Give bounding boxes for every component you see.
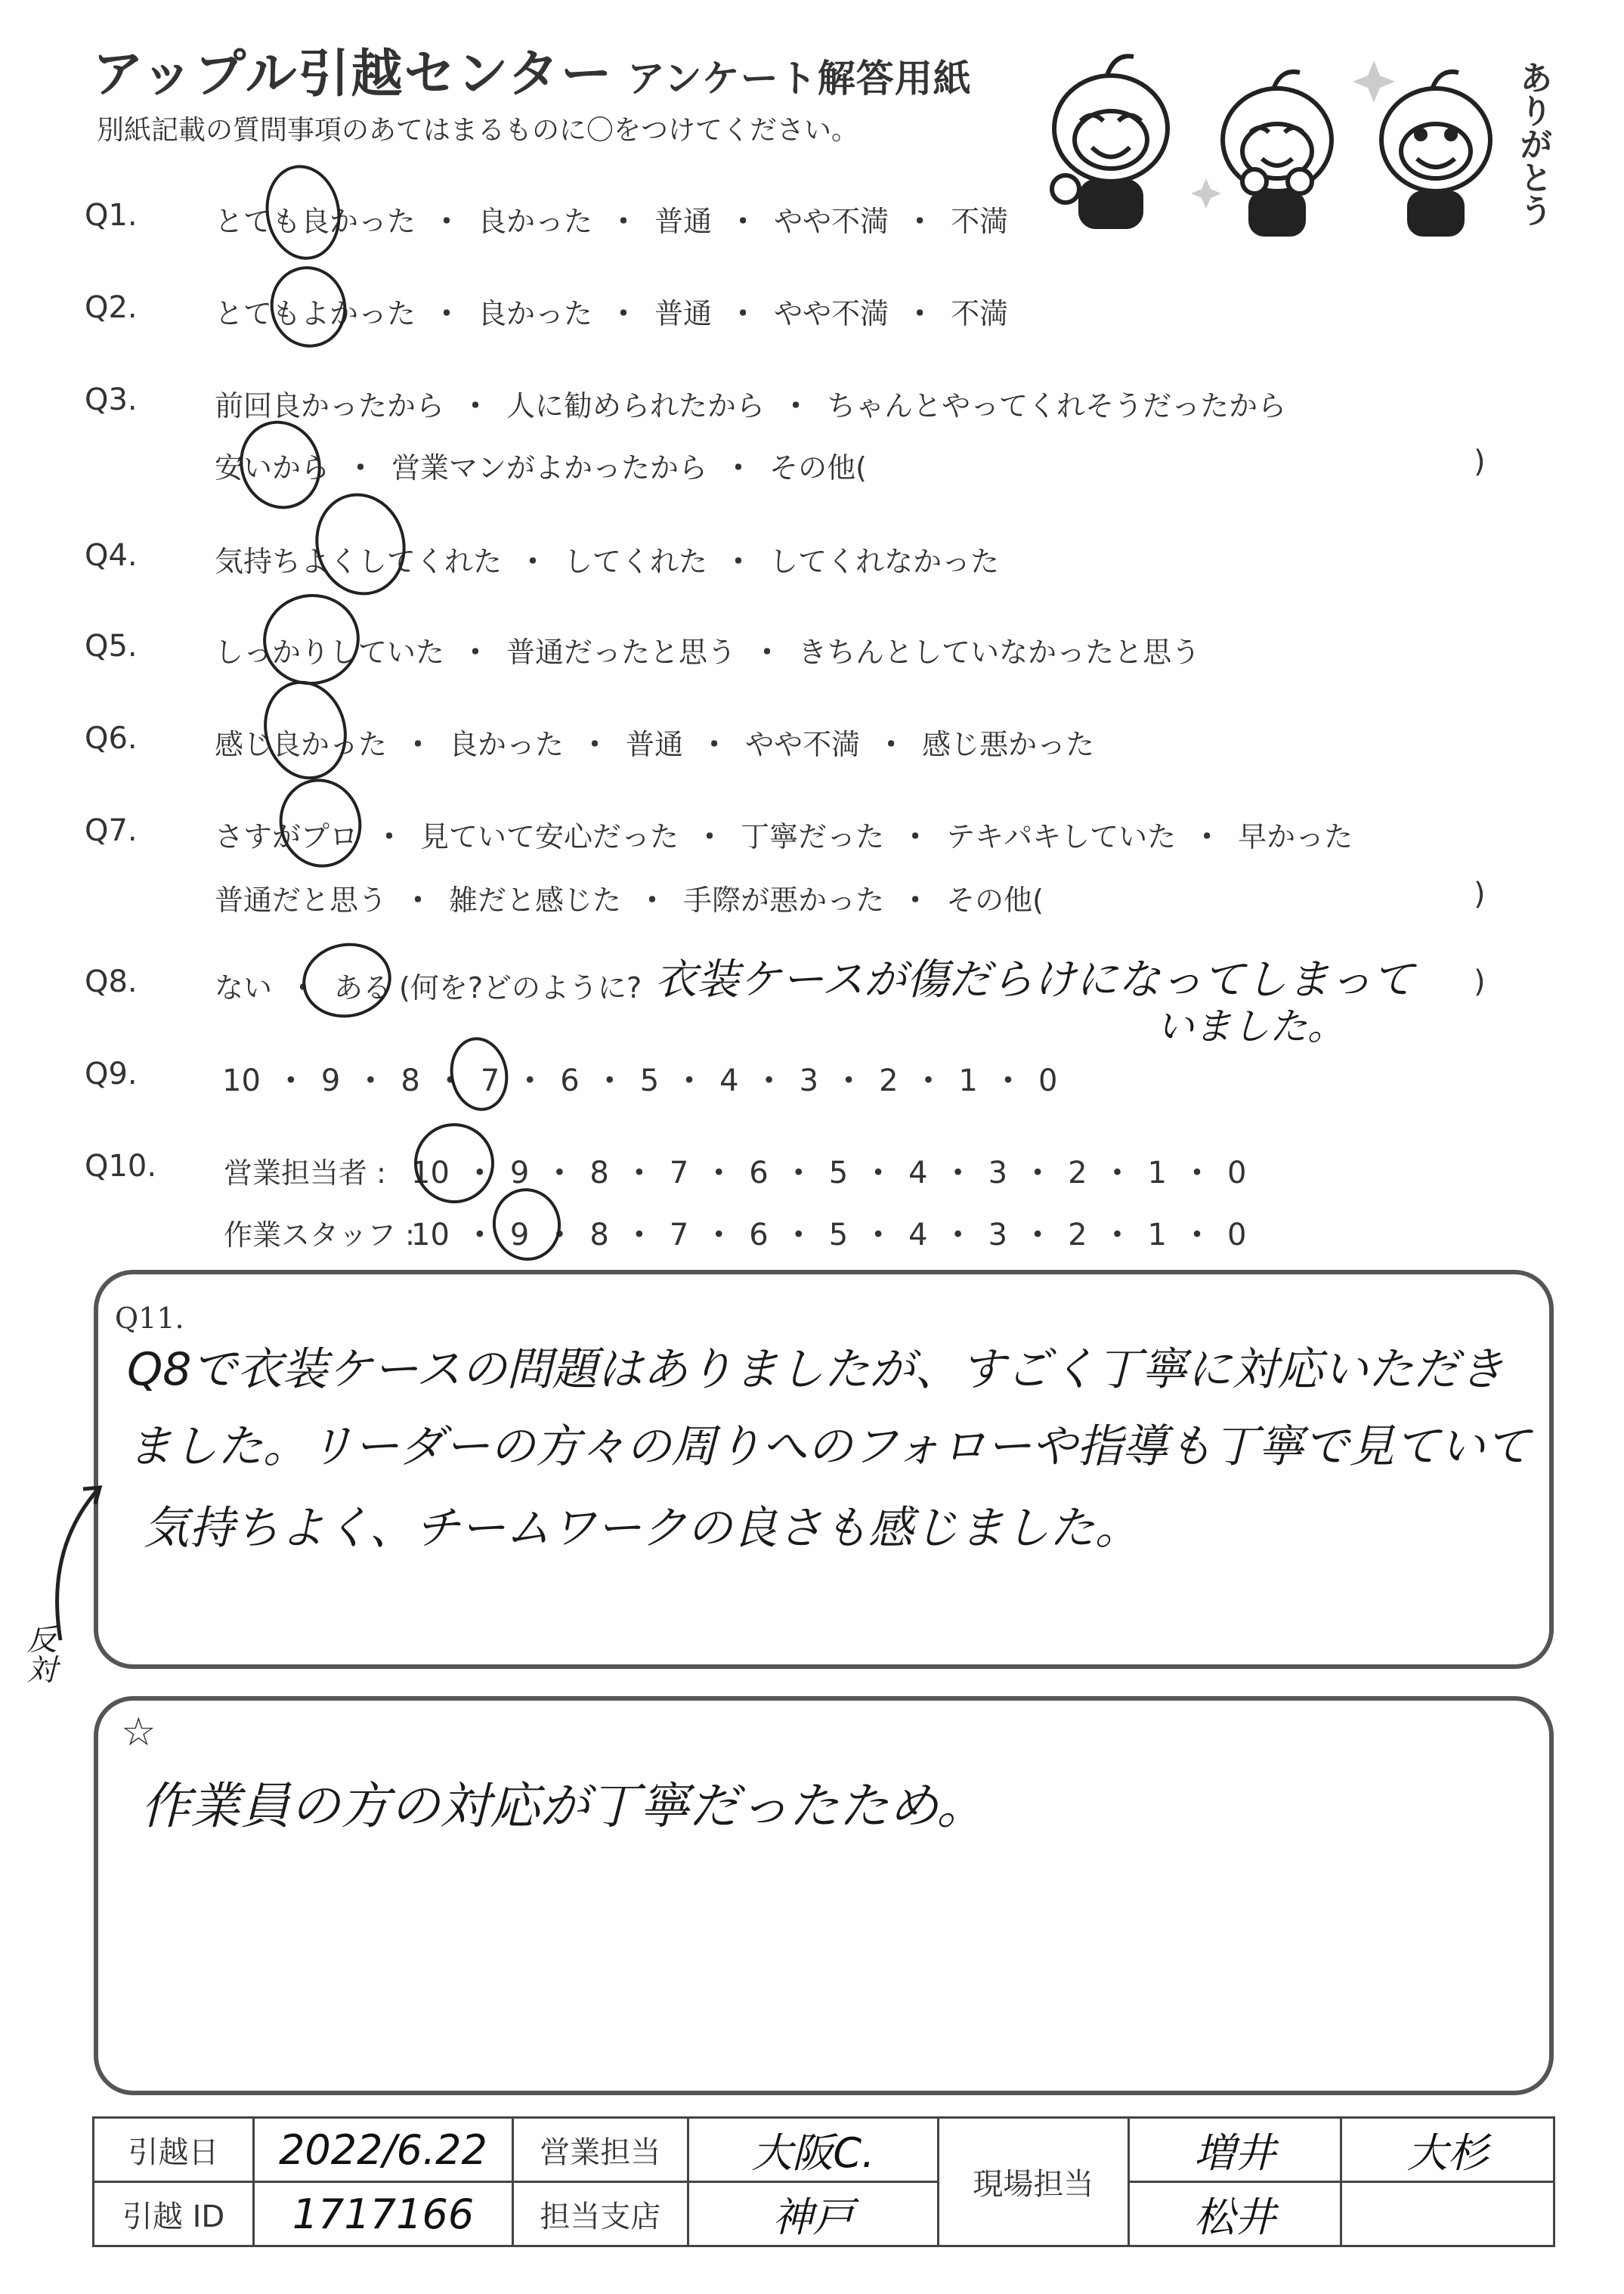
score-option[interactable]: 8 bbox=[589, 1218, 609, 1252]
q10-staff-scale: 作業スタッフ :10 ・ 9 ・ 8 ・ 7 ・ 6 ・ 5 ・ 4 ・ 3 ・ 2 ・ 1 ・ 0 bbox=[224, 1211, 1246, 1254]
instruction-text: 別紙記載の質問事項のあてはまるものに〇をつけてください。 bbox=[97, 115, 859, 146]
option[interactable]: とてもよかった bbox=[215, 297, 416, 330]
q7-options-line2: 普通だと思う ・ 雑だと感じた ・ 手際が悪かった ・ その他( bbox=[215, 877, 1044, 918]
option[interactable]: さすがプロ bbox=[215, 820, 359, 853]
score-option[interactable]: 5 bbox=[828, 1156, 849, 1190]
score-option[interactable]: 10 bbox=[222, 1063, 261, 1098]
star-icon: ☆ bbox=[121, 1710, 156, 1755]
option[interactable]: とても良かった bbox=[215, 205, 416, 238]
option[interactable]: やや不満 bbox=[774, 205, 889, 238]
q11-handwritten-line-1: Q8で衣装ケースの問題はありましたが、すごく丁寧に対応いただき bbox=[127, 1343, 1505, 1396]
score-option[interactable]: 0 bbox=[1038, 1063, 1058, 1098]
sales-rep-label: 営業担当 bbox=[512, 2118, 688, 2182]
option[interactable]: 普通 bbox=[654, 205, 713, 238]
option[interactable]: 早かった bbox=[1238, 820, 1353, 853]
answer-circle bbox=[444, 1032, 514, 1116]
score-option[interactable]: 1 bbox=[1147, 1156, 1167, 1190]
q11-margin-note: 反対 bbox=[22, 1624, 57, 1684]
sales-rep-label: 営業担当者 : bbox=[224, 1156, 386, 1190]
site-rep-value-3[interactable]: 松井 bbox=[1128, 2182, 1341, 2246]
option[interactable]: 感じ良かった bbox=[215, 728, 388, 761]
score-option[interactable]: 2 bbox=[1068, 1218, 1087, 1252]
answer-circle bbox=[261, 258, 356, 356]
arrow-icon bbox=[45, 1466, 113, 1648]
score-option[interactable]: 1 bbox=[958, 1063, 978, 1098]
close-paren: ) bbox=[1474, 877, 1486, 912]
option[interactable]: 人に勧められたから bbox=[506, 389, 766, 423]
question-number: Q3. bbox=[85, 382, 138, 417]
option[interactable]: 良かった bbox=[478, 205, 593, 238]
answer-circle bbox=[258, 159, 348, 265]
option[interactable]: ちゃんとやってくれそうだったから bbox=[827, 389, 1287, 423]
score-option[interactable]: 3 bbox=[988, 1218, 1008, 1252]
score-option[interactable]: 9 bbox=[509, 1218, 530, 1252]
option[interactable]: ある bbox=[334, 971, 392, 1005]
q4-options: 気持ちよくしてくれた ・ してくれた ・ してくれなかった bbox=[215, 538, 999, 580]
answer-circle bbox=[253, 671, 357, 788]
answer-circle bbox=[227, 409, 333, 520]
move-date-value[interactable]: 2022/6.22 bbox=[254, 2118, 513, 2182]
q3-options-line2: 安いから ・ 営業マンがよかったから ・ その他( bbox=[215, 444, 867, 486]
score-option[interactable]: 4 bbox=[908, 1218, 928, 1252]
score-option[interactable]: 10 bbox=[411, 1156, 450, 1190]
site-rep-label: 現場担当 bbox=[938, 2118, 1128, 2246]
option[interactable]: 感じ悪かった bbox=[922, 728, 1095, 761]
move-id-label: 引越 ID bbox=[94, 2182, 254, 2246]
answer-circle bbox=[270, 769, 372, 877]
question-number: Q10. bbox=[85, 1149, 157, 1184]
star-handwritten-text: 作業員の方の対応が丁寧だったため。 bbox=[141, 1777, 987, 1835]
mascot-2-icon bbox=[1223, 72, 1332, 234]
score-option[interactable]: 1 bbox=[1147, 1218, 1167, 1252]
company-name: アップル引越センター bbox=[92, 45, 614, 104]
site-rep-value-4[interactable] bbox=[1341, 2182, 1554, 2246]
answer-circle bbox=[256, 587, 367, 692]
score-option[interactable]: 5 bbox=[828, 1218, 849, 1252]
question-number: Q4. bbox=[85, 538, 138, 573]
score-option[interactable]: 7 bbox=[480, 1063, 500, 1098]
form-title bbox=[92, 33, 972, 107]
score-option[interactable]: 3 bbox=[799, 1063, 819, 1098]
mascot-3-icon bbox=[1381, 72, 1490, 234]
score-option[interactable]: 0 bbox=[1227, 1218, 1247, 1252]
option[interactable]: 良かった bbox=[449, 728, 565, 761]
option[interactable]: やや不満 bbox=[745, 728, 861, 761]
score-option[interactable]: 2 bbox=[1068, 1156, 1087, 1190]
option[interactable]: 前回良かったから bbox=[215, 389, 445, 423]
score-option[interactable]: 5 bbox=[639, 1063, 660, 1098]
sales-rep-value[interactable]: 大阪C. bbox=[688, 2118, 938, 2182]
option[interactable]: 丁寧だった bbox=[741, 820, 885, 853]
score-option[interactable]: 0 bbox=[1227, 1156, 1247, 1190]
option[interactable]: きちんとしていなかったと思う bbox=[798, 636, 1201, 669]
score-option[interactable]: 6 bbox=[749, 1218, 769, 1252]
footer-info-table bbox=[92, 2116, 1555, 2247]
q5-options: しっかりしていた ・ 普通だったと思う ・ きちんとしていなかったと思う bbox=[215, 629, 1200, 670]
score-option[interactable]: 3 bbox=[988, 1156, 1008, 1190]
sparkle-icon bbox=[1191, 178, 1221, 209]
score-option[interactable]: 6 bbox=[749, 1156, 769, 1190]
q7-options-line1: さすがプロ ・ 見ていて安心だった ・ 丁寧だった ・ テキパキしていた ・ 早かった bbox=[215, 813, 1353, 855]
close-paren: ) bbox=[1474, 964, 1486, 999]
option[interactable]: 気持ちよくしてくれた bbox=[215, 545, 503, 578]
q11-label: Q11. bbox=[115, 1302, 184, 1335]
option[interactable]: 営業マンがよかったから bbox=[391, 451, 708, 484]
score-option[interactable]: 4 bbox=[908, 1156, 928, 1190]
q1-options: とても良かった ・ 良かった ・ 普通 ・ やや不満 ・ 不満 bbox=[215, 198, 1008, 240]
q9-scale: 10 ・ 9 ・ 8 ・ 7 ・ 6 ・ 5 ・ 4 ・ 3 ・ 2 ・ 1 ・ 0 bbox=[222, 1063, 1058, 1098]
question-number: Q8. bbox=[85, 964, 138, 999]
option[interactable]: ない bbox=[215, 971, 273, 1005]
option[interactable]: その他( bbox=[946, 884, 1044, 917]
option[interactable]: しっかりしていた bbox=[215, 636, 445, 669]
question-number: Q1. bbox=[85, 198, 138, 233]
option[interactable]: 手際が悪かった bbox=[683, 884, 885, 917]
option[interactable]: 不満 bbox=[951, 205, 1009, 238]
option[interactable]: 見ていて安心だった bbox=[420, 820, 679, 853]
close-paren: ) bbox=[1474, 444, 1486, 479]
option[interactable]: 雑だと感じた bbox=[449, 884, 622, 917]
question-number: Q6. bbox=[85, 721, 138, 756]
score-option[interactable]: 8 bbox=[589, 1156, 609, 1190]
mascot-1-icon bbox=[1052, 56, 1168, 227]
option[interactable]: 普通 bbox=[626, 728, 684, 761]
answer-circle bbox=[408, 1117, 501, 1210]
question-number: Q7. bbox=[85, 813, 138, 848]
q8-options: ない ・ ある (何を?どのように? bbox=[215, 964, 642, 1006]
option[interactable]: してくれた bbox=[564, 545, 708, 578]
score-option[interactable]: 4 bbox=[719, 1063, 739, 1098]
sparkle-icon bbox=[1353, 60, 1395, 103]
score-option[interactable]: 7 bbox=[669, 1156, 689, 1190]
option-prompt: (何を?どのように? bbox=[399, 971, 642, 1005]
score-option[interactable]: 9 bbox=[320, 1063, 341, 1098]
q8-handwritten-answer-cont: いました。 bbox=[1156, 1005, 1345, 1048]
option[interactable]: やや不満 bbox=[774, 297, 889, 330]
branch-value[interactable]: 神戸 bbox=[688, 2182, 938, 2246]
score-option[interactable]: 10 bbox=[411, 1218, 450, 1252]
option[interactable]: 良かった bbox=[478, 297, 593, 330]
q6-options: 感じ良かった ・ 良かった ・ 普通 ・ やや不満 ・ 感じ悪かった bbox=[215, 721, 1094, 763]
q10-sales-scale: 営業担当者 : 10 ・ 9 ・ 8 ・ 7 ・ 6 ・ 5 ・ 4 ・ 3 ・ 2 ・ 1 ・ 0 bbox=[224, 1149, 1246, 1192]
option[interactable]: してくれなかった bbox=[769, 545, 1000, 578]
option[interactable]: 普通だと思う bbox=[215, 884, 388, 917]
q11-handwritten-line-2: ました。リーダーの方々の周りへのフォローや指導も丁寧で見ていて bbox=[127, 1420, 1530, 1473]
site-rep-value-2[interactable]: 大杉 bbox=[1341, 2118, 1554, 2182]
option[interactable]: 安いから bbox=[215, 451, 330, 484]
q8-handwritten-answer: 衣装ケースが傷だらけになってしまって bbox=[654, 955, 1415, 1005]
score-option[interactable]: 8 bbox=[401, 1063, 420, 1098]
option[interactable]: 不満 bbox=[951, 297, 1009, 330]
q2-options: とてもよかった ・ 良かった ・ 普通 ・ やや不満 ・ 不満 bbox=[215, 290, 1008, 332]
staff-label: 作業スタッフ : bbox=[224, 1218, 415, 1252]
branch-label: 担当支店 bbox=[512, 2182, 688, 2246]
site-rep-value-1[interactable]: 増井 bbox=[1128, 2118, 1341, 2182]
score-option[interactable]: 7 bbox=[669, 1218, 689, 1252]
q3-options-line1: 前回良かったから ・ 人に勧められたから ・ ちゃんとやってくれそうだったから bbox=[215, 382, 1286, 424]
question-number: Q2. bbox=[85, 290, 138, 325]
q11-handwritten-line-3: 気持ちよく、チームワークの良さも感じました。 bbox=[144, 1502, 1140, 1555]
form-subtitle: アンケート解答用紙 bbox=[626, 57, 972, 101]
mascot-illustration bbox=[1028, 45, 1557, 242]
option[interactable]: 普通 bbox=[654, 297, 713, 330]
score-option[interactable]: 6 bbox=[560, 1063, 580, 1098]
score-option[interactable]: 2 bbox=[879, 1063, 899, 1098]
move-date-label: 引越日 bbox=[94, 2118, 254, 2182]
question-number: Q9. bbox=[85, 1057, 138, 1091]
question-number: Q5. bbox=[85, 629, 138, 664]
mascot-thanks-text: ありがとう bbox=[1514, 60, 1552, 227]
option[interactable]: 普通だったと思う bbox=[506, 636, 737, 669]
answer-circle bbox=[304, 483, 416, 605]
answer-circle bbox=[296, 936, 397, 1024]
option[interactable]: テキパキしていた bbox=[946, 820, 1177, 853]
score-option[interactable]: 9 bbox=[509, 1156, 530, 1190]
star-comment-box[interactable] bbox=[94, 1696, 1554, 2095]
move-id-value[interactable]: 1717166 bbox=[254, 2182, 513, 2246]
option[interactable]: その他( bbox=[769, 451, 867, 484]
